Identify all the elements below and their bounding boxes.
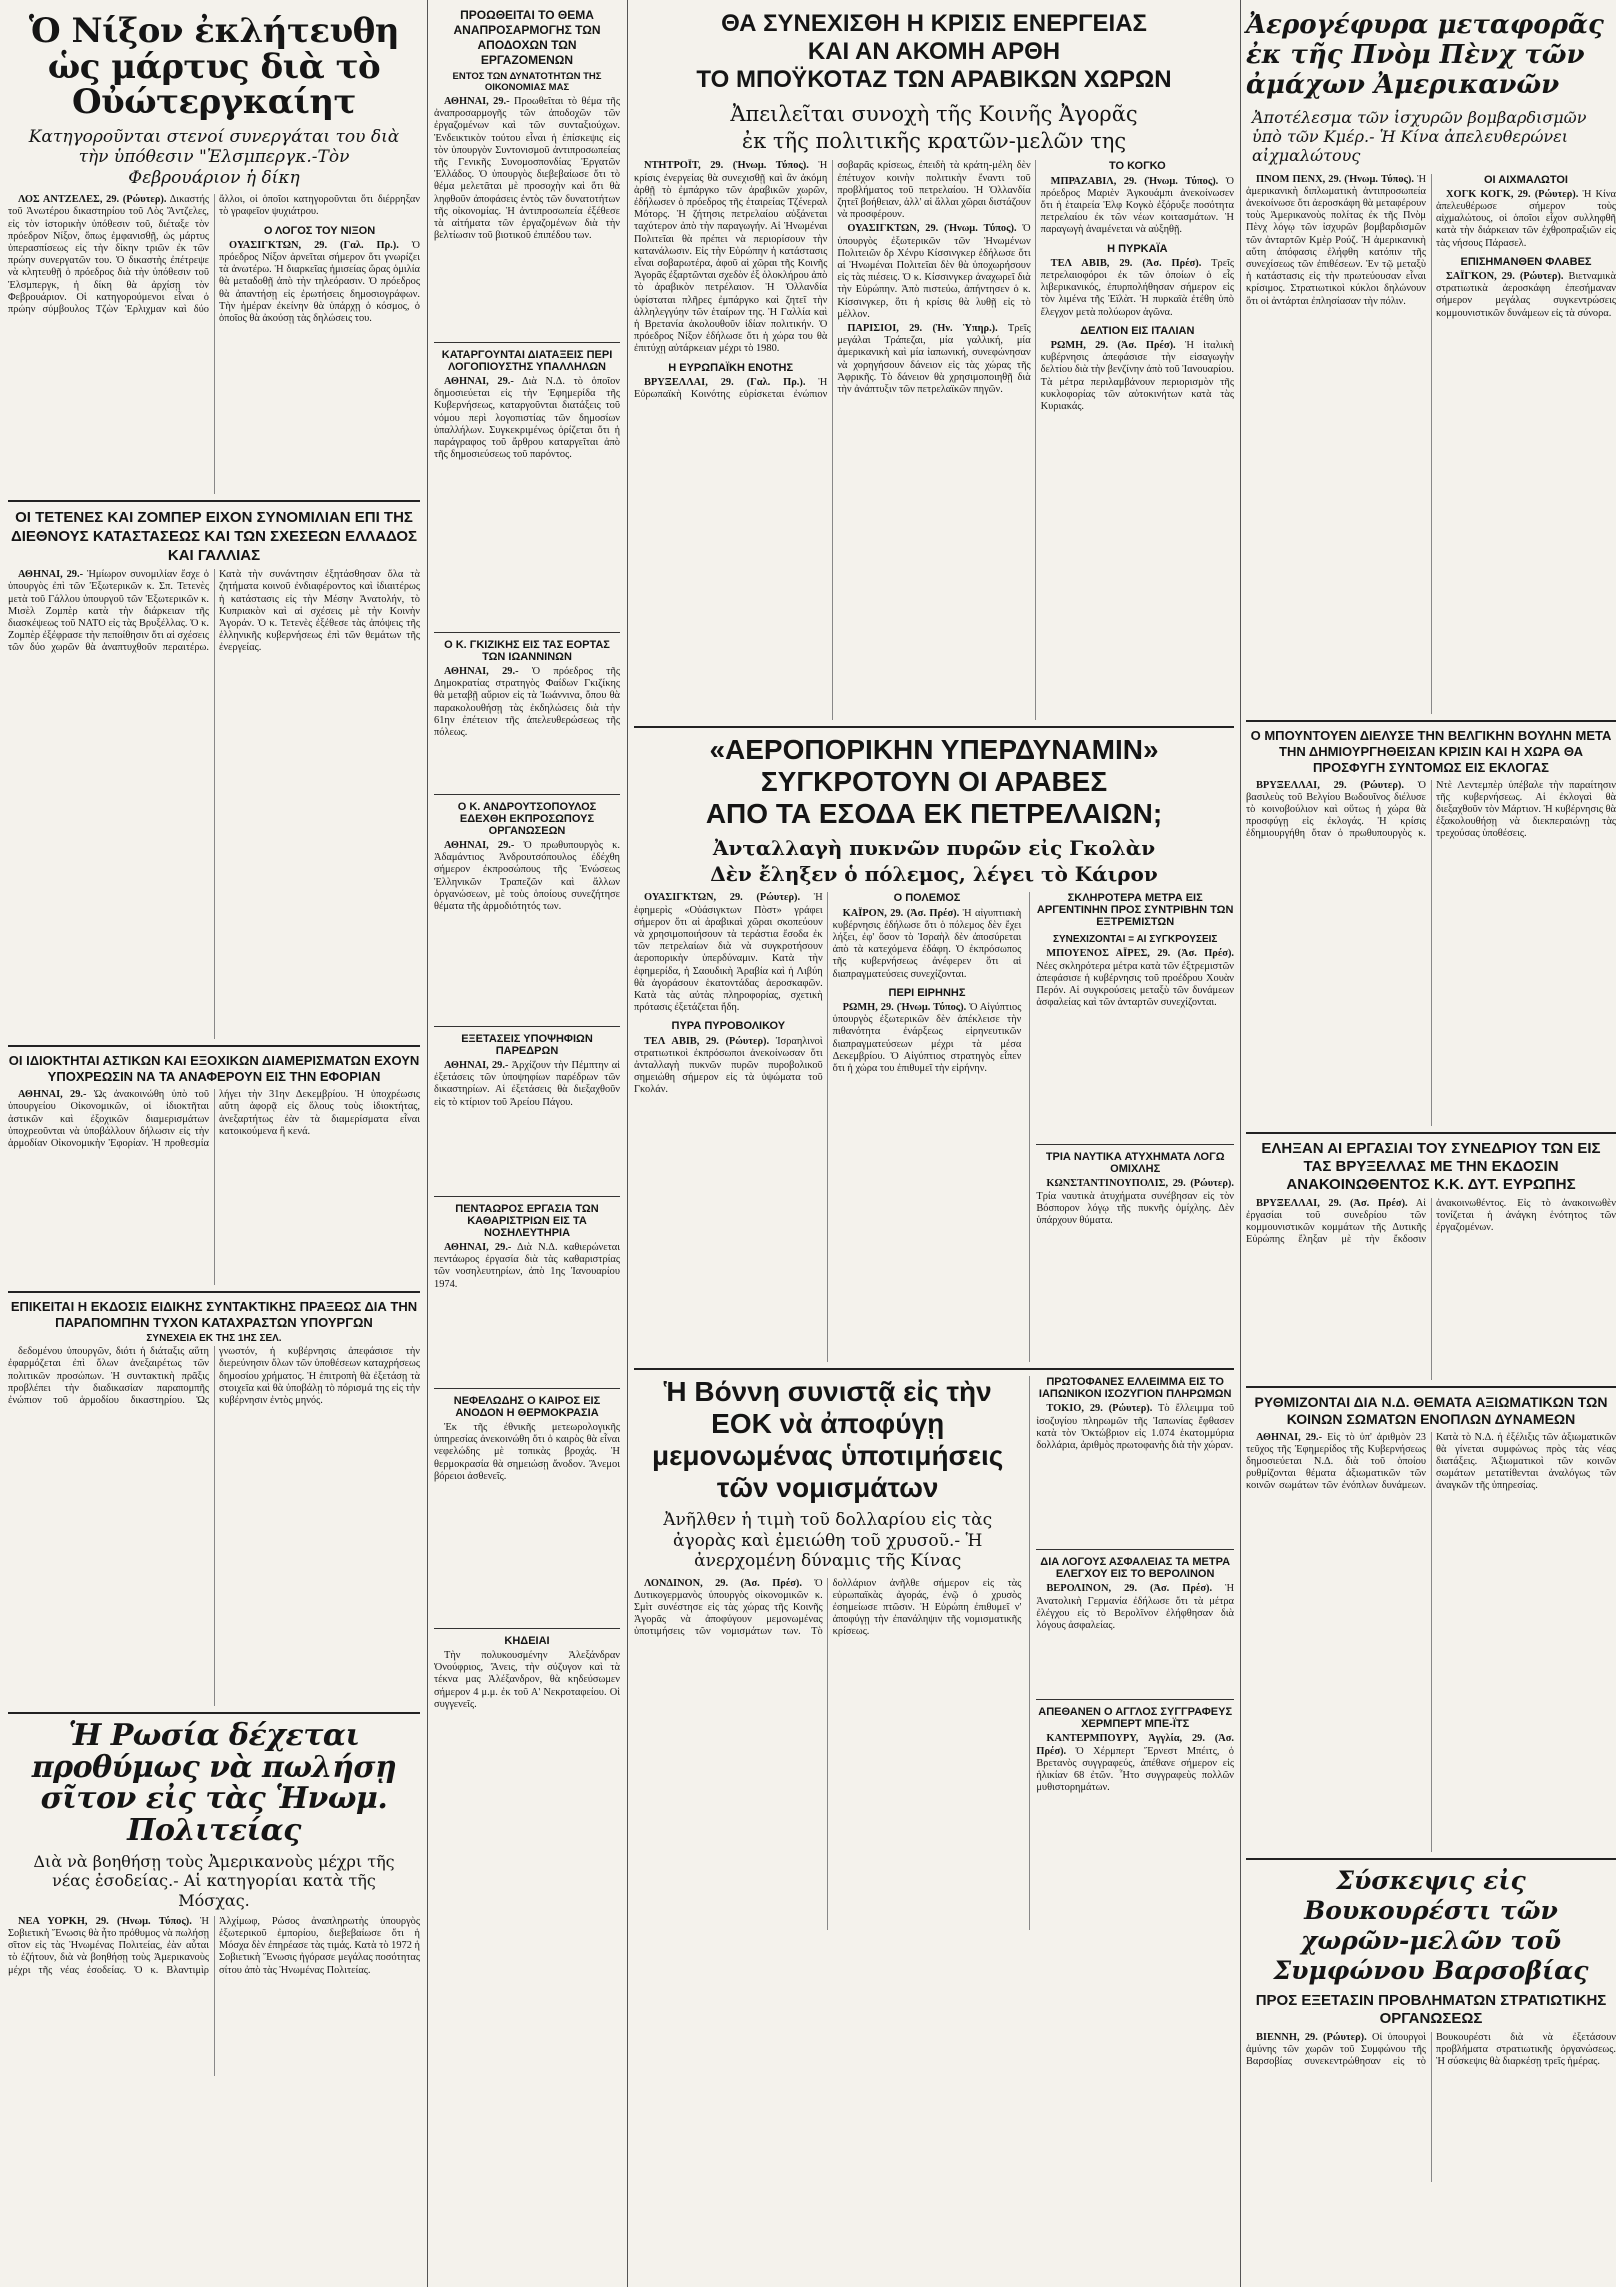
bonn-body: ΛΟΝΔΙΝΟΝ, 29. (Ἀσ. Πρέσ). Ὁ Δυτικογερμανὸς ὑπουργὸς οἰκονομικῶν κ. Σμὶτ συνέστησε εἰς τὰς χώρας τῆς Κοινῆς Ἀγορᾶς νὰ ἀποφύγουν μεμονωμένας ὑποτιμήσεις τῶν νομισμάτων των. Τὸ δολλάριον ἀνῆλθε σήμερον εἰς τὰς εὐρωπαϊκὰς ἀγοράς, ἐνῷ ὁ χρυσὸς ἐσημείωσε πτῶσιν. Ἡ Εὐρώπη ἐπιθυμεῖ ν' ἀποφύγῃ τὴν ἐπανάληψιν τῆς νομισματικῆς κρίσεως. xyxy=(634,1577,1022,1638)
exetaseis-article xyxy=(434,1033,620,1190)
pentaros-head: ΠΕΝΤΑΩΡΟΣ ΕΡΓΑΣΙΑ ΤΩΝ ΚΑΘΑΡΙΣΤΡΙΩΝ ΕΙΣ ΤΑ ΝΟΣΗΛΕΥΤΗΡΙΑ xyxy=(455,1203,599,1239)
owners-headline: ΟΙ ΙΔΙΟΚΤΗΤΑΙ ΑΣΤΙΚΩΝ ΚΑΙ ΕΞΟΧΙΚΩΝ ΔΙΑΜΕΡΙΣΜΑΤΩΝ ΕΧΟΥΝ ΥΠΟΧΡΕΩΣΙΝ ΝΑ ΤΑ ΑΝΑΦΕΡΟΥΝ ΕΙΣ ΤΗΝ ΕΦΟΡΙΑΝ xyxy=(8,1053,420,1085)
bonn-subheadline: Ἀνῆλθεν ἡ τιμὴ τοῦ δολλαρίου εἰς τὰς ἀγορὰς καὶ ἐμειώθη τοῦ χρυσοῦ.- Ἡ ἀνερχομένη δύναμις τῆς Κίνας xyxy=(663,1510,993,1572)
energy-headline-3: ΤΟ ΜΠΟΫΚΟΤΑΖ ΤΩΝ ΑΡΑΒΙΚΩΝ ΧΩΡΩΝ xyxy=(696,66,1172,93)
owners-article xyxy=(8,1053,420,1285)
bonn-article xyxy=(634,1376,1021,1929)
bonn-headline: Ἡ Βόννη συνιστᾷ εἰς τὴν ΕΟΚ νὰ ἀποφύγῃ μεμονωμένας ὑποτιμήσεις τῶν νομισμάτων xyxy=(652,1376,1004,1504)
bridge-subheadline: Ἀποτέλεσμα τῶν ἰσχυρῶν βομβαρδισμῶν ὑπὸ τῶν Κμέρ.- Ἡ Κίνα ἀπελευθερώνει αἰχμαλώτους xyxy=(1252,108,1587,166)
bridge-article xyxy=(1246,10,1616,714)
katargountai-head: ΚΑΤΑΡΓΟΥΝΤΑΙ ΔΙΑΤΑΞΕΙΣ ΠΕΡΙ ΛΟΓΟΠΙΟΥΣΤΗΣ ΥΠΑΛΛΗΛΩΝ xyxy=(441,349,613,373)
column-rule xyxy=(1240,0,1241,2287)
column-4 xyxy=(1246,0,1616,2287)
hermer-body: ΚΑΝΤΕΡΜΠΟΥΡΥ, Ἀγγλία, 29. (Ἀσ. Πρέσ). Ὁ Χέρμπερτ Ἔρνεστ Μπέιτς, ὁ Βρετανὸς συγγραφεύς, ἀπέθανε σήμερον εἰς ἡλικίαν 68 ἐτῶν. Ἦτο συγγραφεὺς πολλῶν μυθιστορημάτων. xyxy=(1036,1733,1234,1794)
side-briefs xyxy=(1029,1376,1234,1929)
column-3 xyxy=(634,0,1234,2287)
energy-headline-1: ΘΑ ΣΥΝΕΧΙΣΘΗ Η ΚΡΙΣΙΣ ΕΝΕΡΓΕΙΑΣ xyxy=(721,10,1147,37)
brussels-headline: ΕΛΗΞΑΝ ΑΙ ΕΡΓΑΣΙΑΙ ΤΟΥ ΣΥΝΕΔΡΙΟΥ ΤΩΝ ΕΙΣ ΤΑΣ ΒΡΥΞΕΛΛΑΣ ΜΕ ΤΗΝ ΕΚΔΟΣΙΝ ΑΝΑΚΟΙΝΩΘΕΝΤΟΣ Κ.Κ. ΔΥΤ. ΕΥΡΩΠΗΣ xyxy=(1261,1139,1601,1193)
kideiai-article xyxy=(434,1635,620,2000)
tetenes-article xyxy=(8,508,420,1039)
nixon-article xyxy=(8,11,420,494)
belgium-body: ΒΡΥΞΕΛΛΑΙ, 29. (Ρώυτερ). Ὁ βασιλεὺς τοῦ Βελγίου Βωδουῖνος διέλυσε τὸ κοινοβούλιον καὶ οὕτως ἡ χώρα θὰ προσφύγῃ εἰς ἐκλογάς. Ἡ κρίσις ἐδημιουργήθη ὅταν ὁ πρωθυπουργὸς κ. Ντὲ Λεντεμπὲρ ὑπέβαλε τὴν παραίτησιν τῆς κυβερνήσεως. Αἱ ἐκλογαὶ θὰ διεξαχθοῦν τὸν Μάρτιον. Ἡ κυβέρνησις θὰ ἐξακολουθήσῃ νὰ διεκπεραιώνῃ τὰς τρεχούσας ὑποθέσεις. xyxy=(1246,779,1616,840)
apodoxes-sub: ΕΝΤΟΣ ΤΩΝ ΔΥΝΑΤΟΤΗΤΩΝ ΤΗΣ ΟΙΚΟΝΟΜΙΑΣ ΜΑΣ xyxy=(452,71,602,93)
russia-headline: Ἡ Ρωσία δέχεται προθύμως νὰ πωλήσῃ σῖτον εἰς τὰς Ἡνωμ. Πολιτείας xyxy=(31,1718,397,1848)
energy-article xyxy=(634,10,1234,720)
bridge-body: ΠΝΟΜ ΠΕΝΧ, 29. (Ἡνωμ. Τύπος). Ἡ ἀμερικανικὴ διπλωματικὴ ἀντιπροσωπεία ἀνεκοίνωσε ὅτι ἀεροσκάφη θὰ μεταφέρουν τοὺς Ἀμερικανοὺς πολίτας ἐκ τῆς Πνὸμ Πὲνχ λόγῳ τῶν ἰσχυρῶν βομβαρδισμῶν τῶν ἀνταρτῶν Κμὲρ Ρούζ. Ἡ ἀμερικανικὴ αὕτη ἀπόφασις ἐλήφθη κατόπιν τῆς συνεχίσεως τῶν ἐπιθέσεων. Ἐν τῷ μεταξὺ ἡ κατάστασις εἰς τὴν πρωτεύουσαν εἶναι κρίσιμος. Στρατιωτικοὶ κύκλοι δηλώνουν ὅτι οἱ ἀντάρται ἐπλησίασαν τὴν πόλιν. ΟΙ ΑΙΧΜΑΛΩΤΟΙ ΧΟΓΚ ΚΟΓΚ, 29. (Ρώυτερ). Ἡ Κίνα ἀπελευθέρωσε σήμερον τοὺς αἰχμαλώτους, οἱ ὁποῖοι εἶχον συλληφθῆ κατὰ τὴν διάρκειαν τῶν ἐχθροπραξιῶν εἰς τὰς νήσους Πάρασελ. ΕΠΙΣΗΜΑΝΘΕΝ ΦΛΑΒΕΣ ΣΑΪΓΚΟΝ, 29. (Ρώυτερ). Βιετναμικὰ στρατιωτικὰ ἀεροσκάφη ἐπεσήμαναν σήμερον μεγάλας συγκεντρώσεις κομμουνιστικῶν δυνάμεων εἰς τὰ σύνορα. xyxy=(1246,173,1616,319)
epikeitai-continued: ΣΥΝΕΧΕΙΑ ΕΚ ΤΗΣ 1ΗΣ ΣΕΛ. xyxy=(146,1333,282,1345)
gkizikis-article xyxy=(434,639,620,788)
brussels-article xyxy=(1246,1140,1616,1380)
hermer-head: ΑΠΕΘΑΝΕΝ Ο ΑΓΓΛΟΣ ΣΥΓΓΡΑΦΕΥΣ ΧΕΡΜΠΕΡΤ ΜΠΕ-ΪΤΣ xyxy=(1038,1706,1233,1731)
nixon-headline: Ὁ Νίξον ἐκλήτευθη ὡς μάρτυς διὰ τὸ Οὐώτεργκαίητ xyxy=(28,11,400,123)
owners-body: ΑΘΗΝΑΙ, 29.- Ὡς ἀνακοινώθη ὑπὸ τοῦ ὑπουργείου Οἰκονομικῶν, οἱ ἰδιοκτῆται ἀστικῶν καὶ ἐξοχικῶν διαμερισμάτων ὑποχρεοῦνται νὰ ὑποβάλλουν δήλωσιν εἰς τὴν ἁρμοδίαν Οἰκονομικὴν Ἐφορίαν. Ἡ προθεσμία λήγει τὴν 31ην Δεκεμβρίου. Ἡ ὑποχρέωσις αὕτη ἀφορᾷ εἰς ὅλους τοὺς ἰδιοκτήτας, ἀνεξαρτήτως ἐὰν τὰ διαμερίσματα εἶναι κατοικούμενα ἢ κενά. xyxy=(8,1089,420,1150)
apodoxes-article xyxy=(434,8,620,336)
belgium-article xyxy=(1246,728,1616,1126)
russia-article xyxy=(8,1720,420,2076)
exetaseis-head: ΕΞΕΤΑΣΕΙΣ ΥΠΟΨΗΦΙΩΝ ΠΑΡΕΔΡΩΝ xyxy=(461,1033,593,1057)
brussels-body: ΒΡΥΞΕΛΛΑΙ, 29. (Ἀσ. Πρέσ). Αἱ ἐργασίαι τοῦ συνεδρίου τῶν κομμουνιστικῶν κομμάτων τῆς Δυτικῆς Εὐρώπης ἔληξαν μὲ τὴν ἔκδοσιν ἀνακοινωθέντος. Εἰς τὸ ἀνακοινωθὲν τονίζεται ἡ ἀνάγκη ἑνότητος τῶν ἐργαζομένων. xyxy=(1246,1197,1616,1246)
katargountai-body: ΑΘΗΝΑΙ, 29.- Διὰ Ν.Δ. τὸ ὁποῖον δημοσιεύεται εἰς τὴν Ἐφημερίδα τῆς Κυβερνήσεως, καταργοῦνται διατάξεις τοῦ νόμου περὶ λογοπιστίας τῶν δημοσίων ὑπαλλήλων. Συγκεκριμένως ὁρίζεται ὅτι ἡ παράγραφος τοῦ ἄρθρου καταργεῖται ἀπὸ τῆς δημοσιεύσεως τοῦ παρόντος. xyxy=(434,376,620,461)
androu-head: Ο Κ. ΑΝΔΡΟΥΤΣΟΠΟΥΛΟΣ ΕΔΕΧΘΗ ΕΚΠΡΟΣΩΠΟΥΣ ΟΡΓΑΝΩΣΕΩΝ xyxy=(457,801,597,837)
kairos-head: ΝΕΦΕΛΩΔΗΣ Ο ΚΑΙΡΟΣ ΕΙΣ ΑΝΟΔΟΝ Η ΘΕΡΜΟΚΡΑΣΙΑ xyxy=(453,1395,601,1419)
katargountai-article xyxy=(434,349,620,626)
apodoxes-headline: ΠΡΟΩΘΕΙΤΑΙ ΤΟ ΘΕΜΑ ΑΝΑΠΡΟΣΑΡΜΟΓΗΣ ΤΩΝ ΑΠΟΔΟΧΩΝ ΤΩΝ ΕΡΓΑΖΟΜΕΝΩΝ xyxy=(453,8,601,67)
berlin-head: ΔΙΑ ΛΟΓΟΥΣ ΑΣΦΑΛΕΙΑΣ ΤΑ ΜΕΤΡΑ ΕΛΕΓΧΟΥ ΕΙΣ ΤΟ ΒΕΡΟΛΙΝΟΝ xyxy=(1040,1556,1231,1581)
argentina-sub: ΣΥΝΕΧΙΖΟΝΤΑΙ = ΑΙ ΣΥΓΚΡΟΥΣΕΙΣ xyxy=(1052,934,1218,946)
pentaros-body: ΑΘΗΝΑΙ, 29.- Διὰ Ν.Δ. καθιερώνεται πεντάωρος ἐργασία διὰ τὰς καθαριστρίας τῶν νοσηλευτηρίων, ἀπὸ 1ης Ἰανουαρίου 1974. xyxy=(434,1242,621,1290)
warsaw-body: ΒΙΕΝΝΗ, 29. (Ρώυτερ). Οἱ ὑπουργοὶ ἀμύνης τῶν χωρῶν τοῦ Συμφώνου τῆς Βαρσοβίας συνεκεντρώθησαν εἰς τὸ Βουκουρέστι διὰ νὰ ἐξετάσουν προβλήματα στρατιωτικῆς ὀργανώσεως. Ἡ σύσκεψις θὰ διαρκέσῃ τρεῖς ἡμέρας. xyxy=(1246,2031,1616,2067)
aero-headline-1: «ΑΕΡΟΠΟΡΙΚΗΝ ΥΠΕΡΔΥΝΑΜΙΝ» xyxy=(709,734,1159,766)
kideiai-body: Τὴν πολυκουσμένην Ἀλεξάνδραν Ὀνούφριος, Ἄνεις, τὴν σύζυγον καὶ τὰ τέκνα μας Ἀλέξανδρον, θὰ κηδεύσωμεν σήμερον 4 μ.μ. ἐκ τοῦ Α' Νεκροταφείου. Οἱ συγγενεῖς. xyxy=(434,1650,620,1710)
epikeitai-headline: ΕΠΙΚΕΙΤΑΙ Η ΕΚΔΟΣΙΣ ΕΙΔΙΚΗΣ ΣΥΝΤΑΚΤΙΚΗΣ ΠΡΑΞΕΩΣ ΔΙΑ ΤΗΝ ΠΑΡΑΠΟΜΠΗΝ ΤΥΧΟΝ ΚΑΤΑΧΡΑΣΤΩΝ ΥΠΟΥΡΓΩΝ xyxy=(10,1299,418,1331)
tokyo-body: ΤΟΚΙΟ, 29. (Ρώυτερ). Τὸ ἔλλειμμα τοῦ ἰσοζυγίου πληρωμῶν τῆς Ἰαπωνίας ἔφθασεν κατὰ τὸν Ὀκτώβριον εἰς 1.074 ἑκατομμύρια δολλάρια, ἀριθμὸς πρωτοφανὴς διὰ τὴν χώραν. xyxy=(1036,1403,1234,1451)
energy-body: ΝΤΗΤΡΟΪΤ, 29. (Ἡνωμ. Τύπος). Ἡ κρίσις ἐνεργείας θὰ συνεχισθῇ καὶ ἂν ἀκόμη ἀρθῇ τὸ ἐμπάργκο τῶν ἀραβικῶν χωρῶν, ἐδήλωσεν ὁ πρόεδρος τῆς ἐταιρείας Τζένεραλ Μότορς. Ἡ ζήτησις πετρελαίου αὐξάνεται ταχύτερον ἀπὸ τὴν παραγωγήν. Αἱ Ἡνωμέναι Πολιτεῖαι θὰ πρέπει νὰ περιορίσουν τὴν κατανάλωσιν. Εἰς τὴν Εὐρώπην ἡ κατάστασις εἶναι σοβαρωτέρα, ἀφοῦ αἱ χῶραι τῆς Κοινῆς Ἀγορᾶς ἐξαρτῶνται σχεδὸν ἐξ ὁλοκλήρου ἀπὸ τὸ ἀραβικὸν πετρέλαιον. Ἡ Ὀλλανδία ὑφίσταται πλῆρες ἐμπάργκο καὶ ζητεῖ τὴν ἀλληλεγγύην τῶν ἑταίρων της. Ἡ Γαλλία καὶ ἡ Βρετανία ἀκολουθοῦν ἰδίαν πολιτικήν. Ὁ πρόεδρος Νίξον ἐδήλωσε ὅτι ἡ χώρα του θὰ ἐπιτύχῃ αὐτάρκειαν μέχρι τὸ 1980. Η ΕΥΡΩΠΑΪΚΗ ΕΝΟΤΗΣ ΒΡΥΞΕΛΛΑΙ, 29. (Γαλ. Πρ.). Ἡ Εὐρωπαϊκὴ Κοινότης εὑρίσκεται ἐνώπιον σοβαρᾶς κρίσεως, ἐπειδὴ τὰ κράτη-μέλη δὲν ἐπέτυχον κοινὴν πολιτικὴν ἔναντι τοῦ προβλήματος τοῦ πετρελαίου. Ἡ Ὀλλανδία ζητεῖ βοήθειαν, ἀλλ' αἱ ἄλλαι χῶραι διστάζουν νὰ προσφέρουν. ΟΥΑΣΙΓΚΤΩΝ, 29. (Ἡνωμ. Τύπος). Ὁ ὑπουργὸς ἐξωτερικῶν τῶν Ἡνωμένων Πολιτειῶν δρ Χένρυ Κίσσινγκερ ἐδήλωσε ὅτι αἱ Ἡνωμέναι Πολιτεῖαι δὲν θὰ ὑποχωρήσουν εἰς τὰς πιέσεις. Ὁ κ. Κίσσινγκερ ἀναχωρεῖ διὰ τὴν Εὐρώπην. Ἀπὸ πιστεύω, ἀπήντησεν ὁ κ. Κίσσινγκερ, ὅτι ἡ κρίσις θὰ λυθῇ εἰς τὸ μέλλον. ΠΑΡΙΣΙΟΙ, 29. (Ἡν. Ὑπηρ.). Τρεῖς μεγάλαι Τράπεζαι, μία γαλλική, μία ἀμερικανικὴ καὶ μία ἰαπωνική, συνεφώνησαν νὰ χορηγήσουν δάνειον εἰς τὰς χώρας τῆς Ἀφρικῆς. Τὸ δάνειον θὰ χρησιμοποιηθῇ διὰ τὴν ἀνάπτυξιν τῶν πετρελαϊκῶν πηγῶν. ΤΟ ΚΟΓΚΟ ΜΠΡΑΖΑΒΙΛ, 29. (Ἡνωμ. Τύπος). Ὁ πρόεδρος Μαριὲν Ἀγκουάμπι ἀνεκοίνωσεν ὅτι ἡ ἑταιρεία Ἐλφ Κογκὸ ἐξόρυξε ποσότητα πετρελαίου ἐκ τῶν νέων κοιτασμάτων. Ἡ παραγωγὴ ἀναμένεται νὰ αὐξηθῇ. Η ΠΥΡΚΑΪΑ ΤΕΛ ΑΒΙΒ, 29. (Ἀσ. Πρέσ). Τρεῖς πετρελαιοφόροι ἐκ τῶν ὁποίων ὁ εἷς λιβερικανικός, ἐπυρπολήθησαν σήμερον εἰς τὸν λιμένα τῆς Ἐϊλὰτ. Ἡ πυρκαϊὰ ἐτέθη ὑπὸ ἔλεγχον μετὰ πολύωρον ἀγῶνα. ΔΕΛΤΙΟΝ ΕΙΣ ΙΤΑΛΙΑΝ ΡΩΜΗ, 29. (Ἀσ. Πρέσ). Ἡ ἰταλικὴ κυβέρνησις ἀπεφάσισε τὴν εἰσαγωγὴν δελτίου διὰ τὴν βενζίνην ἀπὸ τοῦ Ἰανουαρίου. Τὰ μέτρα περιλαμβάνουν περιορισμὸν τῆς κυκλοφορίας τῶν αὐτοκινήτων κατὰ τὰς Κυριακάς. xyxy=(634,160,1234,413)
kairos-article xyxy=(434,1395,620,1622)
nixon-logos-head: Ο ΛΟΓΟΣ ΤΟΥ ΝΙΞΟΝ xyxy=(263,224,376,237)
kairos-body: Ἐκ τῆς ἐθνικῆς μετεωρολογικῆς ὑπηρεσίας ἀνεκοινώθη ὅτι ὁ καιρὸς θὰ εἶναι νεφελώδης μὲ τοπικὰς βροχάς. Ἡ θερμοκρασία θὰ σημειώσῃ ἄνοδον. Ἄνεμοι βόρειοι ἀσθενεῖς. xyxy=(434,1422,620,1482)
nixon-body: ΛΟΣ ΑΝΤΖΕΛΕΣ, 29. (Ρώυτερ). Δικαστής τοῦ Ἀνωτέρου δικαστηρίου τοῦ Λὸς Ἄντζελες, εἰς τὸν ἱστορικὴν ὑπόθεσιν τοῦ, διέταξε τὸν πρόεδρον Νίξον, ὅπως ἐμφανισθῇ, ὡς μάρτυς ὑπερασπίσεως εἰς τὴν δίκην τριῶν ἐκ τῶν πρώην συνεργατῶν του. Ὁ δικαστὴς ἐπέτρεψε νὰ κλητευθῇ ὁ πρόεδρος διὰ τὴν ὑπόθεσιν τοῦ Ἐλσμπεργκ, ἡ δίκη θὰ ἀρχίσῃ τὸν Φεβρουάριον. Οἱ κατηγορούμενοι εἶναι ὁ πρώην σύμβουλος Τζὼν Ἐρλιχμαν καὶ δύο ἄλλοι, οἱ ὁποῖοι κατηγοροῦνται ὅτι διέρρηξαν τὸ γραφεῖον ψυχιάτρου. Ο ΛΟΓΟΣ ΤΟΥ ΝΙΞΟΝ ΟΥΑΣΙΓΚΤΩΝ, 29. (Γαλ. Πρ.). Ὁ πρόεδρος Νίξον ἀρνεῖται σήμερον ὅτι γνωρίζει τὰ ἀνωτέρω. Ἡ διαρκεῖας ἡμισείας ὥρας ὁμιλία θὰ μεταδοθῇ ἀπὸ τὴν τηλεόρασιν. Ὁ πρόεδρος θὰ ἀπαντήσῃ εἰς ἐρωτήσεις δημοσιογράφων. Τὴν ἡμέραν ἐκείνην θὰ ὑπάρχῃ ὁ κόσμος, ὁ ὁποῖος θὰ ἀκούσῃ τὰς δηλώσεις του. xyxy=(8,194,420,325)
argentina-head: ΣΚΛΗΡΟΤΕΡΑ ΜΕΤΡΑ ΕΙΣ ΑΡΓΕΝΤΙΝΗΝ ΠΡΟΣ ΣΥΝΤΡΙΒΗΝ ΤΩΝ ΕΞΤΡΕΜΙΣΤΩΝ xyxy=(1036,892,1234,929)
belgium-headline: Ο ΜΠΟΥΝΤΟΥΕΝ ΔΙΕΛΥΣΕ ΤΗΝ ΒΕΛΓΙΚΗΝ ΒΟΥΛΗΝ ΜΕΤΑ ΤΗΝ ΔΗΜΙΟΥΡΓΗΘΕΙΣΑΝ ΚΡΙΣΙΝ ΚΑΙ Η ΧΩΡΑ ΘΑ ΠΡΟΣΦΥΓΗ ΣΥΝΤΟΜΩΣ ΕΙΣ ΕΚΛΟΓΑΣ xyxy=(1250,727,1612,775)
rythmizetai-headline: ΡΥΘΜΙΖΟΝΤΑΙ ΔΙΑ Ν.Δ. ΘΕΜΑΤΑ ΑΞΙΩΜΑΤΙΚΩΝ ΤΩΝ ΚΟΙΝΩΝ ΣΩΜΑΤΩΝ ΕΝΟΠΛΩΝ ΔΥΝΑΜΕΩΝ xyxy=(1254,1393,1608,1427)
bridge-headline: Ἀερογέφυρα μεταφορᾶς ἐκ τῆς Πνὸμ Πὲνχ τῶν ἀμάχων Ἀμερικανῶν xyxy=(1246,10,1604,100)
apodoxes-body: ΑΘΗΝΑΙ, 29.- Προωθεῖται τὸ θέμα τῆς ἀναπροσαρμογῆς τῶν ἀποδοχῶν τῶν ἐργαζομένων καὶ τῶν συνταξιούχων. Ἐνδεικτικὸν τούτου εἶναι ἡ ἐπίσκεψις εἰς τὸν ὑπουργὸν Συντονισμοῦ ἀντιπροσωπείας τῆς Γενικῆς Συνομοσπονδίας Ἐργατῶν Ἑλλάδος. Ὁ ὑπουργὸς διεβεβαίωσε ὅτι τὸ θέμα μελετᾶται μὲ προσοχὴν καὶ ὅτι θὰ ληφθοῦν ἀποφάσεις ἐντὸς τῶν δυνατοτήτων τῆς οἰκονομίας. Ἡ ἀντιπροσωπεία ἐξέθεσε τὰ αἰτήματα τῶν ἐργαζομένων διὰ τὴν βελτίωσιν τοῦ βιοτικοῦ ἐπιπέδου των. xyxy=(434,96,620,242)
russia-subheadline: Διὰ νὰ βοηθήσῃ τοὺς Ἀμερικανοὺς μέχρι τῆς νέας ἐσοδείας.- Αἱ κατηγορίαι κατὰ τῆς Μόσχας. xyxy=(33,1852,395,1910)
epikeitai-article xyxy=(8,1299,420,1706)
column-1 xyxy=(8,0,420,2287)
energy-headline-2: ΚΑΙ ΑΝ ΑΚΟΜΗ ΑΡΘΗ xyxy=(807,38,1061,65)
naftika-body: ΚΩΝΣΤΑΝΤΙΝΟΥΠΟΛΙΣ, 29. (Ρώυτερ). Τρία ναυτικὰ ἀτυχήματα συνέβησαν εἰς τὸν Βόσπορον λόγῳ τῆς πυκνῆς ὀμίχλης. Δὲν ὑπάρχουν θύματα. xyxy=(1036,1178,1234,1226)
androu-article xyxy=(434,801,620,1020)
argentina-box xyxy=(1029,892,1234,1362)
androu-body: ΑΘΗΝΑΙ, 29.- Ὁ πρωθυπουργὸς κ. Ἀδαμάντιος Ἀνδρουτσόπουλος ἐδέχθη σήμερον ἐκπροσώπους τῆς Ἑνώσεως Ἑλληνικῶν Τραπεζῶν καὶ ἄλλων ὀργανώσεων, μὲ τοὺς ὁποίους συνεζήτησε θέματα τῆς ἁρμοδιότητός των. xyxy=(434,840,620,913)
rythmizetai-article xyxy=(1246,1394,1616,1852)
column-rule xyxy=(427,0,428,2287)
naftika-head: ΤΡΙΑ ΝΑΥΤΙΚΑ ΑΤΥΧΗΜΑΤΑ ΛΟΓΩ ΟΜΙΧΛΗΣ xyxy=(1045,1151,1225,1176)
energy-sub-2: ἐκ τῆς πολιτικῆς κρατῶν-μελῶν της xyxy=(741,129,1127,154)
russia-body: ΝΕΑ ΥΟΡΚΗ, 29. (Ἡνωμ. Τύπος). Ἡ Σοβιετικὴ Ἕνωσις θὰ ἦτο πρόθυμος νὰ πωλήσῃ σῖτον εἰς τὰς Ἡνωμένας Πολιτείας, ἐὰν αὗται τὸ ἐζήτουν, διὰ νὰ βοηθήσῃ τοὺς Ἀμερικανοὺς μέχρι τῆς νέας ἐσοδείας. Ὁ κ. Βλαντιμὶρ Ἀλχίμωφ, Ρώσος ἀναπληρωτὴς ὑπουργὸς ἐξωτερικοῦ ἐμπορίου, διεβεβαίωσε ὅτι ἡ Μόσχα δὲν ἐπηρέασε τὰς τιμάς. Κατὰ τὸ 1972 ἡ Σοβιετικὴ Ἕνωσις ἠγόρασε μεγάλας ποσότητας σίτου ἀπὸ τὰς Ἡνωμένας Πολιτείας. xyxy=(8,1915,420,1976)
column-2 xyxy=(434,0,620,2287)
tokyo-head: ΠΡΩΤΟΦΑΝΕΣ ΕΛΛΕΙΜΜΑ ΕΙΣ ΤΟ ΙΑΠΩΝΙΚΟΝ ΙΣΟΖΥΓΙΟΝ ΠΛΗΡΩΜΩΝ xyxy=(1038,1376,1232,1401)
tetenes-headline: ΟΙ ΤΕΤΕΝΕΣ ΚΑΙ ΖΟΜΠΕΡ ΕΙΧΟΝ ΣΥΝΟΜΙΛΙΑΝ ΕΠΙ ΤΗΣ ΔΙΕΘΝΟΥΣ ΚΑΤΑΣΤΑΣΕΩΣ ΚΑΙ ΤΩΝ ΣΧΕΣΕΩΝ ΕΛΛΑΔΟΣ ΚΑΙ ΓΑΛΛΙΑΣ xyxy=(10,509,418,565)
aero-sub-1: Ἀνταλλαγὴ πυκνῶν πυρῶν εἰς Γκολὰν xyxy=(712,836,1156,861)
gkizikis-body: ΑΘΗΝΑΙ, 29.- Ὁ πρόεδρος τῆς Δημοκρατίας στρατηγὸς Φαίδων Γκιζίκης θὰ μεταβῇ αὔριον εἰς τὰ Ἰωάννινα, ὅπου θὰ παρακολουθήσῃ τὰς ἐκδηλώσεις διὰ τὴν 61ην ἐπέτειον τῆς ἀπελευθερώσεως τῆς πόλεως. xyxy=(434,666,620,739)
berlin-body: ΒΕΡΟΛΙΝΟΝ, 29. (Ἀσ. Πρέσ). Ἡ Ἀνατολικὴ Γερμανία ἐδήλωσε ὅτι τὰ μέτρα ἐλέγχου εἰς τὸ Βερολῖνον ἐλήφθησαν διὰ λόγους ἀσφαλείας. xyxy=(1036,1583,1234,1631)
tetenes-body: ΑΘΗΝΑΙ, 29.- Ἡμίωρον συνομιλίαν ἔσχε ὁ ὑπουργὸς ἐπὶ τῶν Ἐξωτερικῶν κ. Σπ. Τετενὲς μετὰ τοῦ Γάλλου ὑπουργοῦ τῶν Ἐξωτερικῶν κ. Μισὲλ Ζομπὲρ κατὰ τὴν διάρκειαν τῆς διασκέψεως τοῦ ΝΑΤΟ εἰς τὰς Βρυξέλλας. Ὁ κ. Ζομπὲρ ἐξέφρασε τὴν πεποίθησιν ὅτι αἱ σχέσεις τῶν δύο χωρῶν θὰ ἀναπτυχθοῦν περαιτέρω. Κατὰ τὴν συνάντησιν ἐξητάσθησαν ὅλα τὰ ζητήματα κοινοῦ ἐνδιαφέροντος καὶ ἰδιαιτέρως ἡ κατάστασις εἰς τὴν Μέσην Ἀνατολήν, τὸ Κυπριακὸν καὶ αἱ σχέσεις μὲ τὴν Κοινὴν Ἀγοράν. Ὁ κ. Τετενὲς ἐξέθεσε τὰς ἀπόψεις τῆς ἑλληνικῆς κυβερνήσεως ἐπὶ τῶν θεμάτων τῆς ἐνεργείας. xyxy=(8,569,420,654)
exetaseis-body: ΑΘΗΝΑΙ, 29.- Ἀρχίζουν τὴν Πέμπτην αἱ ἐξετάσεις τῶν ὑποψηφίων παρέδρων τῶν δικαστηρίων. Αἱ ἐξετάσεις θὰ διεξαχθοῦν εἰς τὸ κτίριον τοῦ Ἀρείου Πάγου. xyxy=(434,1060,620,1108)
kideiai-head: ΚΗΔΕΙΑΙ xyxy=(504,1635,550,1647)
aero-headline-2: ΣΥΓΚΡΟΤΟΥΝ ΟΙ ΑΡΑΒΕΣ xyxy=(760,766,1108,798)
warsaw-article xyxy=(1246,1866,1616,2182)
column-rule xyxy=(627,0,628,2287)
aero-sub-2: Δὲν ἔληξεν ὁ πόλεμος, λέγει τὸ Κάιρον xyxy=(710,862,1158,887)
warsaw-sub: ΠΡΟΣ ΕΞΕΤΑΣΙΝ ΠΡΟΒΛΗΜΑΤΩΝ ΣΤΡΑΤΙΩΤΙΚΗΣ ΟΡΓΑΝΩΣΕΩΣ xyxy=(1255,1991,1607,2027)
aero-article xyxy=(634,734,1234,1362)
aero-headline-3: ΑΠΟ ΤΑ ΕΣΟΔΑ ΕΚ ΠΕΤΡΕΛΑΙΩΝ; xyxy=(705,798,1163,830)
energy-sub-1: Ἀπειλεῖται συνοχὴ τῆς Κοινῆς Ἀγορᾶς xyxy=(730,102,1138,126)
nixon-subheadline: Κατηγοροῦνται στενοί συνεργάται του διὰ τὴν ὑπόθεσιν "Ἐλσμπεργκ.-Τὸν Φεβρουάριον ἡ δίκη xyxy=(28,127,400,188)
warsaw-headline: Σύσκεψις εἰς Βουκουρέστι τῶν χωρῶν-μελῶν τοῦ Συμφώνου Βαρσοβίας xyxy=(1273,1865,1589,1985)
aero-body: ΟΥΑΣΙΓΚΤΩΝ, 29. (Ρώυτερ). Ἡ ἐφημερὶς «Οὐάσιγκτων Πὸστ» γράφει σήμερον ὅτι αἱ ἀραβικαὶ χῶραι σκοπεύουν νὰ χρησιμοποιήσουν τὰ τεράστια ἔσοδα ἐκ τῶν πετρελαίων διὰ νὰ συγκροτήσουν ἀεροπορικὴν ὑπερδύναμιν. Κατὰ τὴν ἐφημερίδα, ἡ Σαουδικὴ Ἀραβία καὶ ἡ Λιβύη θὰ ἀγοράσουν ἑκατοντάδας ἀεροσκαφῶν. Κατὰ τὰς αὐτὰς πληροφορίας, σχετικὴ πρότασις ἐξετάζεται ἤδη. ΠΥΡΑ ΠΥΡΟΒΟΛΙΚΟΥ ΤΕΛ ΑΒΙΒ, 29. (Ρώυτερ). Ἰσραηλινοὶ στρατιωτικοὶ ἐκπρόσωποι ἀνεκοίνωσαν ὅτι ἀνταλλαγὴ πυκνῶν πυρῶν πυροβολικοῦ σημειώθη σήμερον εἰς τὰ ὑψώματα τοῦ Γκολάν. Ο ΠΟΛΕΜΟΣ ΚΑΪΡΟΝ, 29. (Ἀσ. Πρέσ). Ἡ αἰγυπτιακὴ κυβέρνησις ἐδήλωσε ὅτι ὁ πόλεμος δὲν ἔχει λήξει, ἐφ' ὅσον τὸ Ἰσραὴλ δὲν ἀποσύρεται ἀπὸ τὰ κατεχόμενα ἐδάφη. Ὁ ἐκπρόσωπος τῆς κυβερνήσεως ἀνέφερεν ὅτι αἱ διαπραγματεύσεις συνεχίζονται. ΠΕΡΙ ΕΙΡΗΝΗΣ ΡΩΜΗ, 29. (Ἡνωμ. Τύπος). Ὁ Αἰγύπτιος ὑπουργὸς ἐξωτερικῶν δὲν ἀπέκλεισε τὴν πιθανότητα ἐνάρξεως εἰρηνευτικῶν διαπραγματεύσεων μέχρι τὰ μέσα Δεκεμβρίου. Ὁ Αἰγύπτιος στρατηγὸς εἶπεν ὅτι ἡ χώρα του ἐπιθυμεῖ τὴν εἰρήνην. xyxy=(634,892,1022,1096)
epikeitai-body: δεδομένου ὑπουργῶν, διότι ἡ διάταξις αὕτη ἐφαρμόζεται ἐπὶ ὅλων ἀνεξαιρέτως τῶν πολιτικῶν προσώπων. Ἡ συντακτικὴ πρᾶξις προβλέπει τὴν διαδικασίαν παραπομπῆς ἐνώπιον τοῦ ἁρμοδίου δικαστηρίου. Ὡς γνωστόν, ἡ κυβέρνησις ἀπεφάσισε τὴν διερεύνησιν ὅλων τῶν ὑποθέσεων καταχρήσεως δημοσίου χρήματος. Ἡ ἐπιτροπὴ θὰ ἐξετάσῃ τὰ στοιχεῖα καὶ θὰ ὑποβάλῃ τὸ πόρισμά της εἰς τὴν κυβέρνησιν ἐντὸς μηνός. xyxy=(8,1346,420,1407)
gkizikis-head: Ο Κ. ΓΚΙΖΙΚΗΣ ΕΙΣ ΤΑΣ ΕΟΡΤΑΣ ΤΩΝ ΙΩΑΝΝΙΝΩΝ xyxy=(444,639,610,663)
argentina-body: ΜΠΟΥΕΝΟΣ ΑΪΡΕΣ, 29. (Ἀσ. Πρέσ). Νέες σκληρότερα μέτρα κατὰ τῶν ἐξτρεμιστῶν ἀπεφάσισε ἡ κυβέρνησις τοῦ προέδρου Χουὰν Περόν. Αἱ συγκρούσεις μεταξὺ τῶν δυνάμεων ἀσφαλείας καὶ τῶν ἀνταρτῶν συνεχίζονται. xyxy=(1036,948,1234,1009)
pentaros-article xyxy=(434,1203,620,1382)
rythmizetai-body: ΑΘΗΝΑΙ, 29.- Εἰς τὸ ὑπ' ἀριθμὸν 23 τεῦχος τῆς Ἐφημερίδος τῆς Κυβερνήσεως δημοσιεύεται Ν.Δ. διὰ τοῦ ὁποίου ρυθμίζονται θέματα ἀξιωματικῶν τῶν κοινῶν σωμάτων τῶν ἐνόπλων δυνάμεων. Κατὰ τὸ Ν.Δ. ἡ ἐξέλιξις τῶν ἀξιωματικῶν θὰ γίνεται συμφώνως πρὸς τὰς νέας διατάξεις. Ἀξιωματικοὶ τῶν κοινῶν σωμάτων μετατίθενται ἀναλόγως τῶν ἀναγκῶν τῆς ὑπηρεσίας. xyxy=(1246,1431,1616,1492)
